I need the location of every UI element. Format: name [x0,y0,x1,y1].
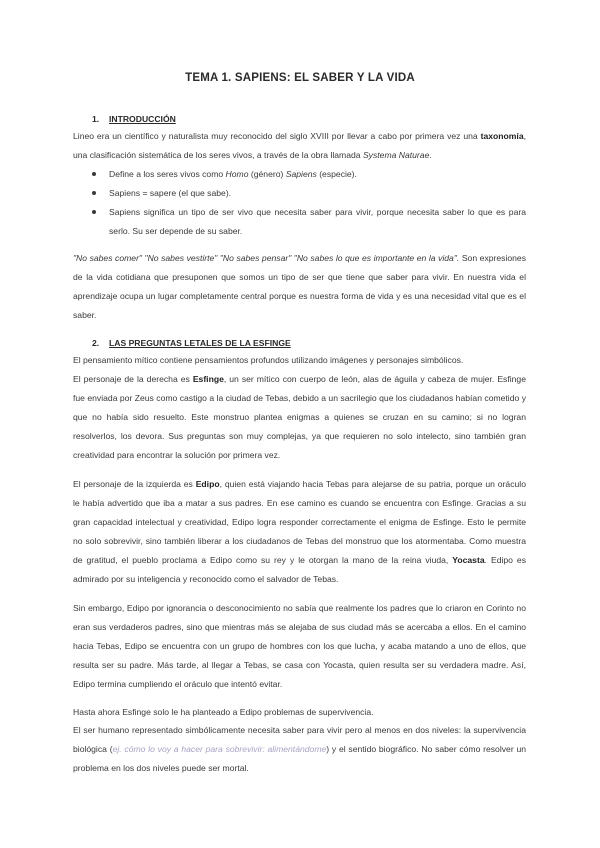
paragraph-hasta-ahora: Hasta ahora Esfinge solo le ha planteado a Edipo problemas de supervivencia. [73,707,374,717]
section-heading-introduccion [92,114,176,124]
term-esfinge: Esfinge [192,374,224,384]
term-yocasta: Yocasta [452,555,485,565]
bullet-icon [92,172,96,176]
section-number: 1. [92,114,100,124]
list-item: Sapiens = sapere (el que sabe). [92,184,526,203]
document-title: TEMA 1. SAPIENS: EL SABER Y LA VIDA [185,72,415,84]
section-heading-esfinge [92,338,291,348]
paragraph-ser-humano: El ser humano representado simbólicamente necesita saber para vivir pero al menos en dos niveles: la supervivencia biológica (ej. cómo lo voy a hacer para sobrevivir: alimentándome) y el sentido biográfico. No saber cómo resolver un problema en los dos niveles puede ser mortal. [73,725,527,773]
bullet-icon [92,210,96,214]
quote-text: "No sabes comer" "No sabes vestirte" "No sabes pensar" "No sabes lo que es importante en la vida". [73,253,460,263]
paragraph-mythic: El pensamiento mítico contiene pensamientos profundos utilizando imágenes y personajes simbólicos. [73,355,464,365]
quote-paragraph: "No sabes comer" "No sabes vestirte" "No sabes pensar" "No sabes lo que es importante en la vida". Son expresiones de la vida cotidiana que presuponen que somos un tipo de ser que tiene que saber para vivir. En nuestra vida el aprendizaje ocupa un lugar completamente central porque es nuestra forma de vida y es una necesidad vital que es el saber. [73,253,526,320]
bullet-icon [92,191,96,195]
term-taxonomia: taxonomía [480,131,524,141]
paragraph-sin-embargo: Sin embargo, Edipo por ignorancia o desconocimiento no sabía que realmente los padres que lo criaron en Corinto no eran sus verdaderos padres, sino que mientras más se alejaba de sus ciudad más se acercaba a ellos. En el camino hacia Tebas, Edipo se encuentra con un grupo de hombres con los que lucha, y acaba matando a uno de ellos, que resulta ser su padre. Más tarde, al llegar a Tebas, se casa con Yocasta, quien resulta ser su verdadera madre. Así, Edipo termina cumpliendo el oráculo que intentó evitar. [73,603,526,689]
example-note: ej. cómo lo voy a hacer para sobrevivir: alimentándome [112,744,327,754]
bullet-list [92,165,526,241]
list-item: Sapiens significa un tipo de ser vivo que necesita saber para vivir, porque necesita saber lo que es para serlo. Su ser depende de su saber. [92,203,526,241]
section-number: 2. [92,338,100,348]
section-title: INTRODUCCIÓN [109,114,176,124]
term-edipo: Edipo [195,479,220,489]
paragraph-esfinge: El personaje de la derecha es Esfinge, un ser mítico con cuerpo de león, alas de águila y cabeza de mujer. Esfinge fue enviada por Zeus como castigo a la ciudad de Tebas, debido a un sacrilegio que los ciudadanos habían cometido y que no había sido resuelto. Este monstruo plantea enigmas a quienes se cruzan en su camino; si no logran resolverlos, los devora. Sus preguntas son muy complejas, ya que requieren no solo intelecto, sino también gran creatividad para encontrar la solución por primera vez. [73,374,526,460]
work-title: Systema Naturae [362,150,430,160]
list-item: Define a los seres vivos como Homo (género) Sapiens (especie). [92,165,526,184]
intro-paragraph: Lineo era un científico y naturalista muy reconocido del siglo XVIII por llevar a cabo por primera vez una taxonomía, una clasificación sistemática de los seres vivos, a través de la obra llamada Systema Naturae. [73,131,526,160]
section-title: LAS PREGUNTAS LETALES DE LA ESFINGE [109,338,291,348]
paragraph-edipo: El personaje de la izquierda es Edipo, quien está viajando hacia Tebas para alejarse de su patria, porque un oráculo le había advertido que iba a matar a sus padres. En ese camino es cuando se encuentra con Esfinge. Gracias a su gran capacidad intelectual y creatividad, Edipo logra responder correctamente el enigma de Esfinge. Esto le permite no solo sobrevivir, sino también liberar a los ciudadanos de Tebas del monstruo que los atormentaba. Como muestra de gratitud, el pueblo proclama a Edipo como su rey y le otorgan la mano de la reina viuda, Yocasta. Edipo es admirado por su inteligencia y reconocido como el salvador de Tebas. [73,479,526,584]
